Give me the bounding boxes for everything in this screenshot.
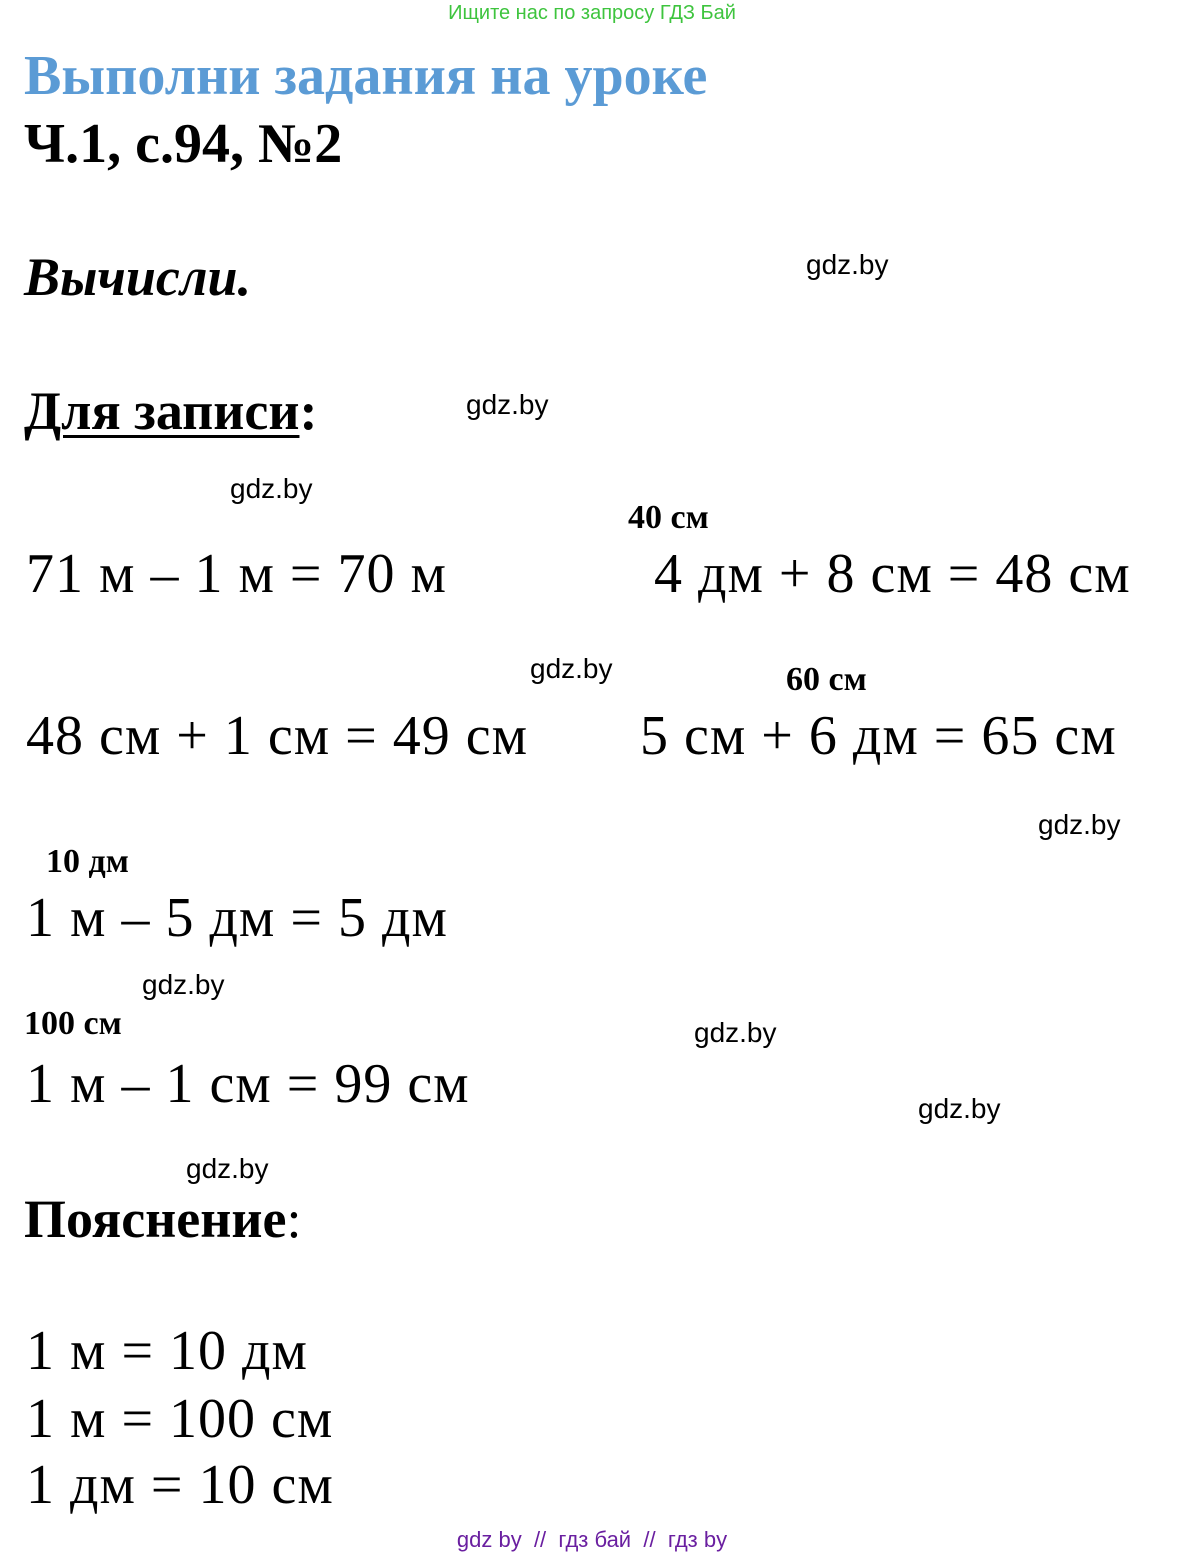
watermark: gdz.by [694, 1017, 777, 1048]
equation-5: 1 м – 5 дм = 5 дм [26, 887, 448, 949]
top-banner: Ищите нас по запросу ГДЗ Бай [448, 2, 736, 24]
footer-link-2[interactable]: гдз бай [558, 1527, 632, 1552]
explanation-colon: : [286, 1189, 302, 1249]
watermark: gdz.by [530, 653, 613, 684]
watermark: gdz.by [230, 473, 313, 504]
watermark: gdz.by [918, 1093, 1001, 1124]
footer-separator: // [533, 1527, 547, 1552]
watermark: gdz.by [806, 249, 889, 280]
task-reference: Ч.1, с.94, №2 [24, 113, 343, 175]
record-colon: : [299, 381, 318, 441]
watermark: gdz.by [186, 1153, 269, 1184]
explanation-line-2: 1 м = 100 см [26, 1388, 334, 1450]
footer-link-3[interactable]: гдз by [667, 1527, 728, 1552]
watermark: gdz.by [466, 389, 549, 420]
page-title: Выполни задания на уроке [24, 45, 708, 107]
record-heading [24, 378, 317, 444]
explanation-label: Пояснение [24, 1189, 287, 1249]
explanation-line-1: 1 м = 10 дм [26, 1320, 308, 1382]
footer-separator: // [643, 1527, 656, 1552]
equation-4-note: 60 см [786, 661, 867, 698]
equation-6: 1 м – 1 см = 99 см [26, 1053, 470, 1115]
footer-link-1[interactable]: gdz by [456, 1527, 522, 1552]
explanation-heading [24, 1186, 301, 1252]
explanation-line-3: 1 дм = 10 см [26, 1454, 334, 1516]
equation-3: 48 см + 1 см = 49 см [26, 705, 529, 767]
equation-1: 71 м – 1 м = 70 м [26, 543, 447, 605]
equation-2-note: 40 см [628, 499, 709, 536]
watermark: gdz.by [1038, 809, 1121, 840]
equation-6-note: 100 см [24, 1005, 122, 1042]
watermark: gdz.by [142, 969, 225, 1000]
task-instruction: Вычисли. [24, 247, 252, 307]
equation-2: 4 дм + 8 см = 48 см [654, 543, 1131, 605]
footer [0, 1526, 1184, 1554]
record-label: Для записи [24, 381, 300, 441]
equation-5-note: 10 дм [46, 843, 129, 880]
equation-4: 5 см + 6 дм = 65 см [640, 705, 1117, 767]
